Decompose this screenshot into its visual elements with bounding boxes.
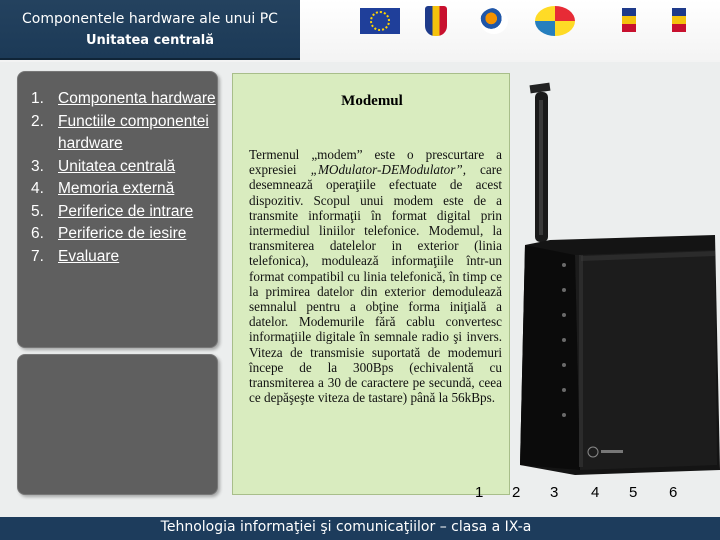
nav-link-componenta-hardware[interactable]: Componenta hardware (58, 90, 216, 107)
title-box (0, 0, 300, 60)
router-icon (515, 70, 720, 480)
nav-link-functiile[interactable]: Functiile componentei hardware (58, 112, 209, 152)
nav-item-number: 7. (31, 247, 44, 265)
nav-item-componenta-hardware[interactable] (28, 88, 216, 111)
content-text-italic: „MOdulator-DEModulator”, (310, 162, 467, 178)
romania-coat-of-arms-logo (425, 6, 447, 36)
nav-link-memoria-externa[interactable]: Memoria externă (58, 180, 175, 197)
nav-item-periferice-iesire[interactable] (28, 223, 216, 246)
nav-item-periferice-intrare[interactable] (28, 201, 216, 224)
content-text-part1: Termenul „modem” este o prescurtare a expresiei (249, 147, 502, 178)
content-title: Modemul (341, 93, 403, 109)
nav-item-number: 3. (31, 157, 44, 175)
page-navigation (470, 484, 715, 506)
page-link-3[interactable]: 3 (550, 484, 559, 501)
nav-item-functiile[interactable] (28, 111, 216, 156)
page-link-4[interactable]: 4 (591, 484, 600, 501)
nav-link-periferice-intrare[interactable]: Periferice de intrare (58, 202, 194, 220)
presentation-subtitle: Unitatea centrală (86, 33, 214, 48)
content-paragraph (249, 147, 502, 405)
navigation-list (28, 88, 216, 268)
nav-link-unitatea-centrala[interactable]: Unitatea centrală (58, 157, 176, 175)
nav-item-number: 4. (31, 180, 44, 197)
eu-flag-logo (360, 8, 400, 34)
ministry-logo-secondary (672, 8, 686, 32)
page-link-1[interactable]: 1 (475, 484, 484, 501)
ministry-logo (622, 8, 636, 32)
nav-item-number: 5. (31, 202, 44, 220)
navigation-panel (17, 71, 218, 348)
nav-item-number: 6. (31, 225, 44, 242)
nav-item-number: 1. (31, 90, 44, 107)
nav-item-evaluare[interactable] (28, 246, 216, 269)
page-link-6[interactable]: 6 (669, 484, 678, 501)
presentation-title: Componentele hardware ale unui PC (22, 11, 278, 27)
nav-link-periferice-iesire[interactable]: Periferice de iesire (58, 225, 187, 242)
nav-item-number: 2. (31, 112, 44, 130)
footer-bar (0, 517, 720, 540)
empty-side-panel (17, 354, 218, 495)
instrumente-structurale-logo (535, 6, 575, 36)
footer-text: Tehnologia informaţiei şi comunicaţiilor – clasa a IX-a (160, 519, 532, 535)
page-link-2[interactable]: 2 (512, 484, 521, 501)
nav-item-memoria-externa[interactable] (28, 178, 216, 201)
nav-link-evaluare[interactable]: Evaluare (58, 247, 120, 265)
page-link-5[interactable]: 5 (629, 484, 638, 501)
content-text-part2: care desemnează operaţiile efectuate de acest dispozitiv. Scopul unui modem este de a transmite informaţii în format digital prin intermediul liniilor telefonice. Modemul, la transmiterea datelelor in exterior (linia telefonica), modulează informaţiile într-un format compatibil cu linia telefonică, în timp ce la primirea datelor din exterior demodulează semnalul pentru a obţine forma iniţială a datelor. Modemurile fără cablu convertesc informaţiile digitale în semnale radio şi invers. Viteza de transmisie suportată de modemuri începe de la 300Bps (echivalentă cu transmiterea a 30 de caractere pe secundă, ceea ce depăşeşte viteza de tastare) până la 56kBps. (249, 162, 502, 406)
nav-item-unitatea-centrala[interactable] (28, 156, 216, 179)
header-bar (0, 0, 720, 62)
content-panel (232, 73, 510, 495)
router-image (515, 70, 720, 480)
fse-logo (480, 8, 508, 34)
